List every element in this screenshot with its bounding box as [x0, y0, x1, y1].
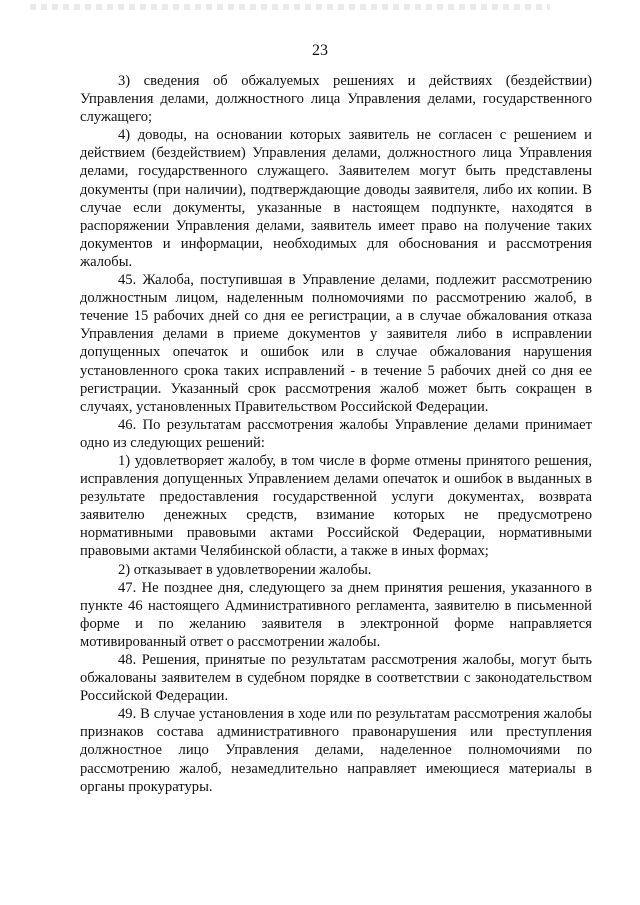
paragraph-46-subitem-1: 1) удовлетворяет жалобу, в том числе в форме отмены принятого решения, исправления допущенных Управлением делами опечаток и ошибок в выданных в результате предоставления государственной услуги документах, возврата заявителю денежных средств, взимание которых не предусмотрено нормативными правовыми актами Российской Федерации, нормативными правовыми актами Челябинской области, а также в иных формах;: [80, 452, 592, 560]
paragraph-46: 46. По результатам рассмотрения жалобы Управление делами принимает одно из следующих решений:: [80, 416, 592, 451]
scan-header-artifact: [30, 4, 550, 10]
document-body: [80, 72, 592, 796]
paragraph-48: 48. Решения, принятые по результатам рассмотрения жалобы, могут быть обжалованы заявителем в судебном порядке в соответствии с законодательством Российской Федерации.: [80, 652, 592, 705]
paragraph-4-subitem: 4) доводы, на основании которых заявитель не согласен с решением и действием (бездействием) Управления делами, должностного лица Управления делами, государственного служащего. Заявителем могут быть представлены документы (при наличии), подтверждающие доводы заявителя, либо их копии. В случае если документы, указанные в настоящем подпункте, находятся в распоряжении Управления делами, заявитель имеет право на получение таких документов и информации, необходимых для обоснования и рассмотрения жалобы.: [80, 127, 592, 270]
paragraph-47: 47. Не позднее дня, следующего за днем принятия решения, указанного в пункте 46 настоящего Административного регламента, заявителю в письменной форме и по желанию заявителя в электронной форме направляется мотивированный ответ о рассмотрении жалобы.: [80, 579, 592, 650]
paragraph-45: 45. Жалоба, поступившая в Управление делами, подлежит рассмотрению должностным лицом, наделенным полномочиями по рассмотрению жалоб, в течение 15 рабочих дней со дня ее регистрации, а в случае обжалования отказа Управления делами в приеме документов у заявителя либо в исправлении допущенных опечаток и ошибок или в случае обжалования нарушения установленного срока таких исправлений - в течение 5 рабочих дней со дня ее регистрации. Указанный срок рассмотрения жалоб может быть сокращен в случаях, установленных Правительством Российской Федерации.: [80, 272, 592, 415]
paragraph-3-subitem: 3) сведения об обжалуемых решениях и действиях (бездействии) Управления делами, должностного лица Управления делами, государственного служащего;: [80, 73, 592, 126]
paragraph-46-subitem-2: 2) отказывает в удовлетворении жалобы.: [118, 561, 372, 578]
page-number: 23: [312, 42, 328, 59]
paragraph-49: 49. В случае установления в ходе или по результатам рассмотрения жалобы признаков состава административного правонарушения или преступления должностное лицо Управления делами, наделенное полномочиями по рассмотрению жалоб, незамедлительно направляет имеющиеся материалы в органы прокуратуры.: [80, 706, 592, 795]
